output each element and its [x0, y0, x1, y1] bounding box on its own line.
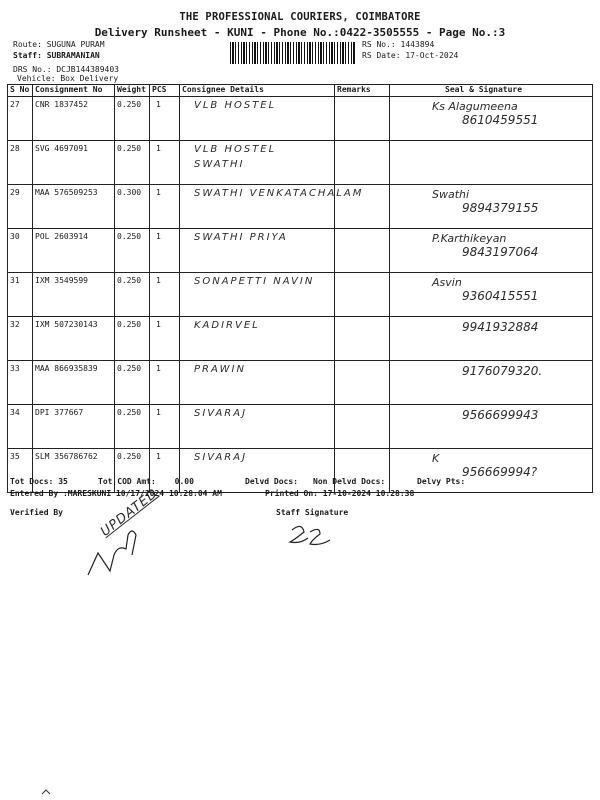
pcs-cell: 1 — [150, 141, 180, 185]
vehicle-label: Vehicle: — [17, 74, 56, 83]
company-name: THE PROFESSIONAL COURIERS, COIMBATORE — [179, 11, 421, 23]
weight-cell: 0.250 — [115, 317, 150, 361]
sno-cell: 35 — [8, 449, 33, 493]
drs-value: DCJB144389403 — [56, 65, 119, 74]
staff-value: SUBRAMANIAN — [46, 51, 100, 60]
updated-stamp: UPDATED — [98, 485, 162, 540]
staff-signature-scribble — [280, 520, 340, 550]
seal-signature-cell — [390, 405, 593, 449]
column-header: Consignment No — [33, 85, 115, 97]
remarks-cell — [335, 317, 390, 361]
entered-by: Entered By :MARESKUNI 10/17/2024 10:28:04 AM — [10, 489, 222, 498]
drs-label: DRS No.: — [13, 65, 52, 74]
pcs-cell: 1 — [150, 273, 180, 317]
remarks-cell — [335, 405, 390, 449]
sno-cell: 32 — [8, 317, 33, 361]
verified-by-label: Verified By — [10, 508, 63, 517]
seal-signature-cell — [390, 97, 593, 141]
route-value: SUGUNA PURAM — [46, 40, 105, 49]
seal-signature-cell — [390, 273, 593, 317]
consignee-name: SONAPETTI NAVIN — [194, 276, 315, 287]
consignee-name: SIVARAJ — [194, 452, 248, 463]
rs-no-line — [362, 40, 434, 49]
recipient-phone: 956669994? — [462, 465, 538, 479]
pcs-cell: 1 — [150, 361, 180, 405]
consignment-no-cell: SLM 356786762 — [33, 449, 115, 493]
pcs-cell: 1 — [150, 185, 180, 229]
consignment-no-cell: CNR 1837452 — [33, 97, 115, 141]
seal-signature-cell — [390, 317, 593, 361]
route-line — [13, 40, 105, 49]
table-row — [8, 97, 593, 141]
table-row — [8, 141, 593, 185]
runsheet-table — [7, 84, 593, 493]
recipient-phone: 9360415551 — [462, 289, 539, 303]
table-row — [8, 229, 593, 273]
consignee-details-cell — [180, 229, 335, 273]
consignee-details-cell — [180, 361, 335, 405]
weight-cell: 0.250 — [115, 405, 150, 449]
table-row — [8, 273, 593, 317]
consignee-name: SWATHI PRIYA — [194, 232, 288, 243]
staff-signature-label: Staff Signature — [276, 508, 349, 517]
consignee-name: PRAWIN — [194, 364, 246, 375]
recipient-phone: 9843197064 — [462, 245, 539, 259]
table-row — [8, 317, 593, 361]
column-header: Weight — [115, 85, 150, 97]
table-row — [8, 405, 593, 449]
seal-signature-cell — [390, 141, 593, 185]
weight-cell: 0.250 — [115, 273, 150, 317]
pcs-cell: 1 — [150, 97, 180, 141]
consignment-no-cell: POL 2603914 — [33, 229, 115, 273]
consignment-no-cell: IXM 507230143 — [33, 317, 115, 361]
route-label: Route: — [13, 40, 42, 49]
delvy-pts-label: Delvy Pts: — [417, 477, 466, 486]
recipient-phone: 8610459551 — [462, 113, 539, 127]
delvd-docs-label: Delvd Docs: — [245, 477, 298, 486]
consignment-no-cell: MAA 576509253 — [33, 185, 115, 229]
consignment-no-cell: SVG 4697091 — [33, 141, 115, 185]
consignment-no-cell: MAA 866935839 — [33, 361, 115, 405]
remarks-cell — [335, 273, 390, 317]
consignee-name: SWATHI VENKATACHALAM — [194, 188, 364, 199]
totals-line — [10, 477, 68, 486]
column-header: Seal & Signature — [390, 85, 593, 97]
pcs-cell: 1 — [150, 229, 180, 273]
remarks-cell — [335, 97, 390, 141]
verifier-signature-scribble — [70, 505, 210, 585]
vehicle-line — [17, 74, 118, 83]
column-header: Consignee Details — [180, 85, 335, 97]
consignee-name: SIVARAJ — [194, 408, 248, 419]
recipient-phone: 9894379155 — [462, 201, 539, 215]
recipient-phone: 9566699943 — [462, 408, 539, 422]
table-row — [8, 449, 593, 493]
seal-signature-cell — [390, 185, 593, 229]
table-row — [8, 361, 593, 405]
printed-on: Printed On: 17-10-2024 10:28:38 — [265, 489, 415, 498]
sno-cell: 31 — [8, 273, 33, 317]
table-row — [8, 185, 593, 229]
tot-cod-label: Tot COD Amt: — [98, 477, 156, 486]
weight-cell: 0.250 — [115, 449, 150, 493]
tot-docs-value: 35 — [58, 477, 68, 486]
consignee-name: VLB HOSTEL — [194, 144, 277, 155]
recipient-signature: Swathi — [432, 188, 470, 201]
consignee-details-cell — [180, 141, 335, 185]
weight-cell: 0.250 — [115, 141, 150, 185]
rs-date-line — [362, 51, 458, 60]
rs-date-value: 17-Oct-2024 — [405, 51, 459, 60]
column-header: PCS — [150, 85, 180, 97]
pcs-cell: 1 — [150, 405, 180, 449]
pcs-cell: 1 — [150, 317, 180, 361]
tot-cod — [98, 477, 194, 486]
weight-cell: 0.250 — [115, 229, 150, 273]
recipient-phone: 9941932884 — [462, 320, 539, 334]
weight-cell: 0.250 — [115, 97, 150, 141]
consignee-name: KADIRVEL — [194, 320, 260, 331]
recipient-signature: Ks Alagumeena — [432, 100, 518, 113]
pcs-cell: 1 — [150, 449, 180, 493]
seal-signature-cell — [390, 229, 593, 273]
sno-cell: 28 — [8, 141, 33, 185]
rs-date-label: RS Date: — [362, 51, 401, 60]
vehicle-value: Box Delivery — [60, 74, 119, 83]
drs-line — [13, 65, 119, 74]
sno-cell: 34 — [8, 405, 33, 449]
tot-cod-value: 0.00 — [174, 477, 194, 486]
consignee-details-cell — [180, 97, 335, 141]
column-header: S No — [8, 85, 33, 97]
rs-no-label: RS No.: — [362, 40, 396, 49]
weight-cell: 0.250 — [115, 361, 150, 405]
sno-cell: 29 — [8, 185, 33, 229]
remarks-cell — [335, 141, 390, 185]
consignee-name-line2: SWATHI — [194, 159, 245, 170]
weight-cell: 0.300 — [115, 185, 150, 229]
remarks-cell — [335, 229, 390, 273]
recipient-signature: Asvin — [432, 276, 462, 289]
column-header: Remarks — [335, 85, 390, 97]
rs-no-value: 1443894 — [400, 40, 435, 49]
consignment-no-cell: IXM 3549599 — [33, 273, 115, 317]
table-header-row — [8, 85, 593, 97]
runsheet-title: Delivery Runsheet - KUNI - Phone No.:0422-3505555 - Page No.:3 — [94, 26, 506, 39]
consignment-no-cell: DPI 377667 — [33, 405, 115, 449]
recipient-signature: P.Karthikeyan — [432, 232, 507, 245]
consignee-details-cell — [180, 273, 335, 317]
consignee-details-cell — [180, 317, 335, 361]
non-delvd-docs-label: Non Delvd Docs: — [313, 477, 386, 486]
barcode — [230, 42, 355, 64]
consignee-name: VLB HOSTEL — [194, 100, 277, 111]
remarks-cell — [335, 361, 390, 405]
recipient-signature: K — [432, 452, 440, 465]
staff-line — [13, 51, 100, 60]
recipient-phone: 9176079320. — [462, 364, 543, 378]
consignee-details-cell — [180, 405, 335, 449]
seal-signature-cell — [390, 361, 593, 405]
sno-cell: 30 — [8, 229, 33, 273]
sno-cell: 27 — [8, 97, 33, 141]
staff-label: Staff: — [13, 51, 42, 60]
sno-cell: 33 — [8, 361, 33, 405]
consignee-details-cell — [180, 185, 364, 229]
tot-docs-label: Tot Docs: — [10, 477, 54, 486]
corner-mark — [40, 788, 54, 796]
